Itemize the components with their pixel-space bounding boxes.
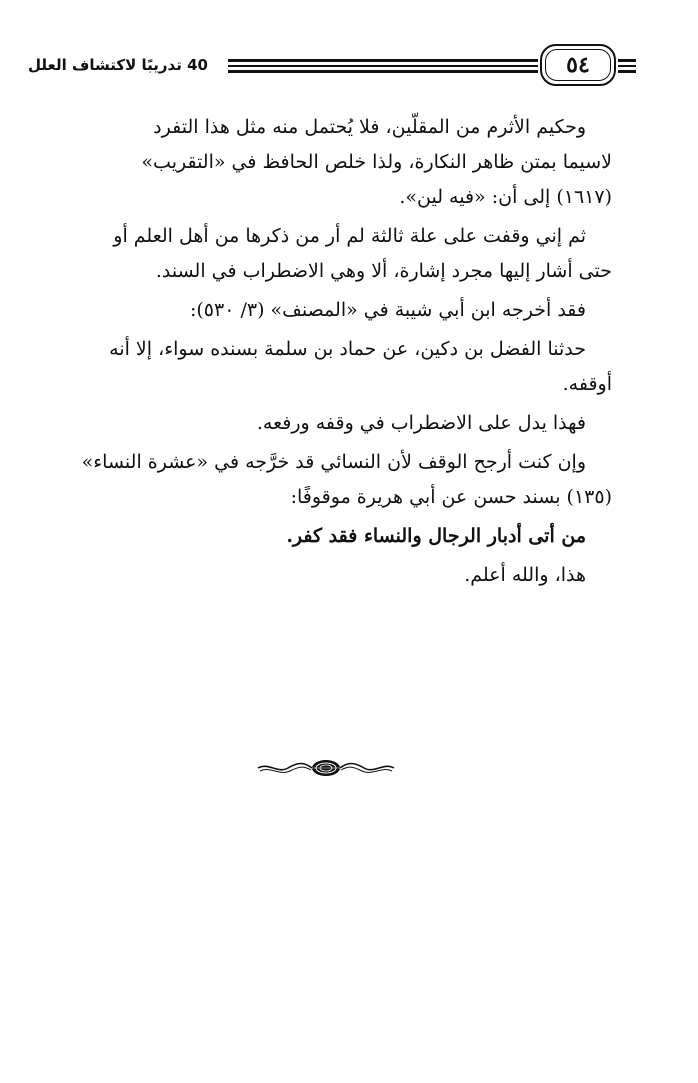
book-title: 40 تدريبًا لاكتشاف العلل xyxy=(28,56,208,74)
text-line: وحكيم الأثرم من المقلّين، فلا يُحتمل منه مثل هذا التفرد xyxy=(153,116,586,138)
text-line: هذا، والله أعلم. xyxy=(464,564,586,586)
paragraph-4 xyxy=(34,332,612,402)
text-line: حتى أشار إليها مجرد إشارة، ألا وهي الاضطراب في السند. xyxy=(155,260,612,282)
text-line: (١٦١٧) إلى أن: «فيه لين». xyxy=(399,186,612,208)
body-text xyxy=(34,110,612,597)
text-line: (١٣٥) بسند حسن عن أبي هريرة موقوفًا: xyxy=(290,486,612,508)
text-line: من أتى أدبار الرجال والنساء فقد كفر. xyxy=(286,525,586,547)
page-number: ٥٤ xyxy=(566,52,590,78)
text-line: لاسيما بمتن ظاهر النكارة، ولذا خلص الحافظ في «التقريب» xyxy=(141,151,612,173)
paragraph-6 xyxy=(34,445,612,515)
text-line: حدثنا الفضل بن دكين، عن حماد بن سلمة بسنده سواء، إلا أنه xyxy=(109,338,586,360)
closing-line xyxy=(34,558,612,593)
text-line: فهذا يدل على الاضطراب في وقفه ورفعه. xyxy=(256,412,586,434)
floral-divider-icon xyxy=(256,756,396,780)
text-line: فقد أخرجه ابن أبي شيبة في «المصنف» (٣/ ٥٣٠): xyxy=(189,299,586,321)
paragraph-3 xyxy=(34,293,612,328)
paragraph-1 xyxy=(34,110,612,215)
paragraph-2 xyxy=(34,219,612,289)
header-rule xyxy=(228,58,538,76)
page-number-frame xyxy=(540,44,616,86)
text-line: أوقفه. xyxy=(562,373,612,395)
header-rule-right xyxy=(618,58,636,76)
paragraph-5 xyxy=(34,406,612,441)
text-line: وإن كنت أرجح الوقف لأن النسائي قد خرَّجه في «عشرة النساء» xyxy=(81,451,586,473)
page-header xyxy=(28,42,673,92)
quoted-statement xyxy=(34,519,612,554)
text-line: ثم إني وقفت على علة ثالثة لم أر من ذكرها من أهل العلم أو xyxy=(113,225,586,247)
